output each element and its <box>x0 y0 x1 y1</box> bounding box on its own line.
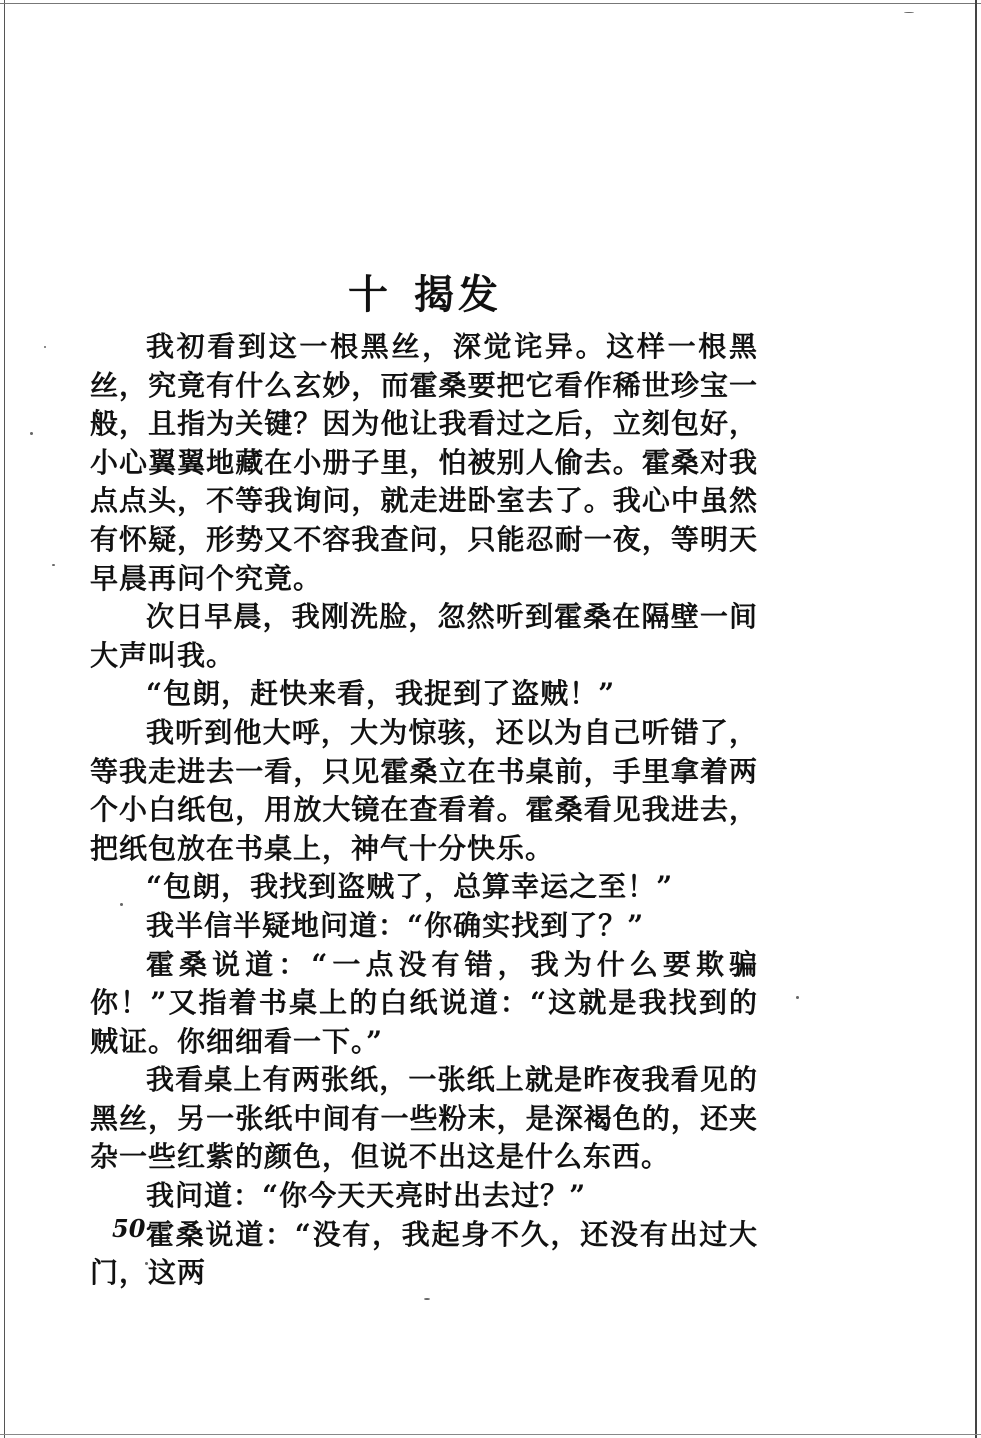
chapter-title <box>0 263 850 320</box>
paragraph: 我听到他大呼，大为惊骇，还以为自己听错了，等我走进去一看，只见霍桑立在书桌前，手里拿着两个小白纸包，用放大镜在查看着。霍桑看见我进去，把纸包放在书桌上，神气十分快乐。 <box>90 715 758 865</box>
scan-edge-bottom <box>0 1434 981 1435</box>
paragraph: 次日早晨，我刚洗脸，忽然听到霍桑在隔壁一间大声叫我。 <box>90 600 758 672</box>
scan-speck <box>904 12 914 13</box>
paragraph: 我看桌上有两张纸，一张纸上就是昨夜我看见的黑丝，另一张纸中间有一些粉末，是深褐色的，还夹杂一些红紫的颜色，但说不出这是什么东西。 <box>90 1063 758 1174</box>
scan-edge-right <box>975 0 977 1438</box>
paragraph: “包朗，赶快来看，我捉到了盗贼！” <box>146 677 616 711</box>
scan-speck <box>44 346 46 348</box>
paragraph: “包朗，我找到盗贼了，总算幸运之至！” <box>146 870 674 904</box>
scan-speck <box>424 1298 430 1300</box>
chapter-number: 十 <box>348 270 392 318</box>
scan-speck <box>796 996 799 999</box>
paragraph: 我半信半疑地问道：“你确实找到了？” <box>146 908 645 942</box>
paragraph: 霍桑说道：“没有，我起身不久，还没有出过大门，这两 <box>90 1217 758 1290</box>
chapter-title-text: 揭发 <box>414 270 502 318</box>
paragraph: 霍桑说道：“一点没有错，我为什么要欺骗你！”又指着书桌上的白纸说道：“这就是我找到的贼证。你细细看一下。” <box>90 947 758 1058</box>
paragraph: 我初看到这一根黑丝，深觉诧异。这样一根黑丝，究竟有什么玄妙，而霍桑要把它看作稀世珍宝一般，且指为关键？因为他让我看过之后，立刻包好，小心翼翼地藏在小册子里，怕被别人偷去。霍桑对我点点头，不等我询问，就走进卧室去了。我心中虽然有怀疑，形势又不容我查问，只能忍耐一夜，等明天早晨再问个究竟。 <box>90 330 758 595</box>
scan-edge-top <box>0 3 981 4</box>
scan-edge-left <box>4 0 5 1438</box>
paragraph: 我问道：“你今天天亮时出去过？” <box>146 1179 587 1213</box>
text-body <box>90 328 758 1293</box>
page-number: 50 <box>112 1214 146 1243</box>
scan-speck <box>52 564 55 566</box>
scan-speck <box>30 432 33 435</box>
